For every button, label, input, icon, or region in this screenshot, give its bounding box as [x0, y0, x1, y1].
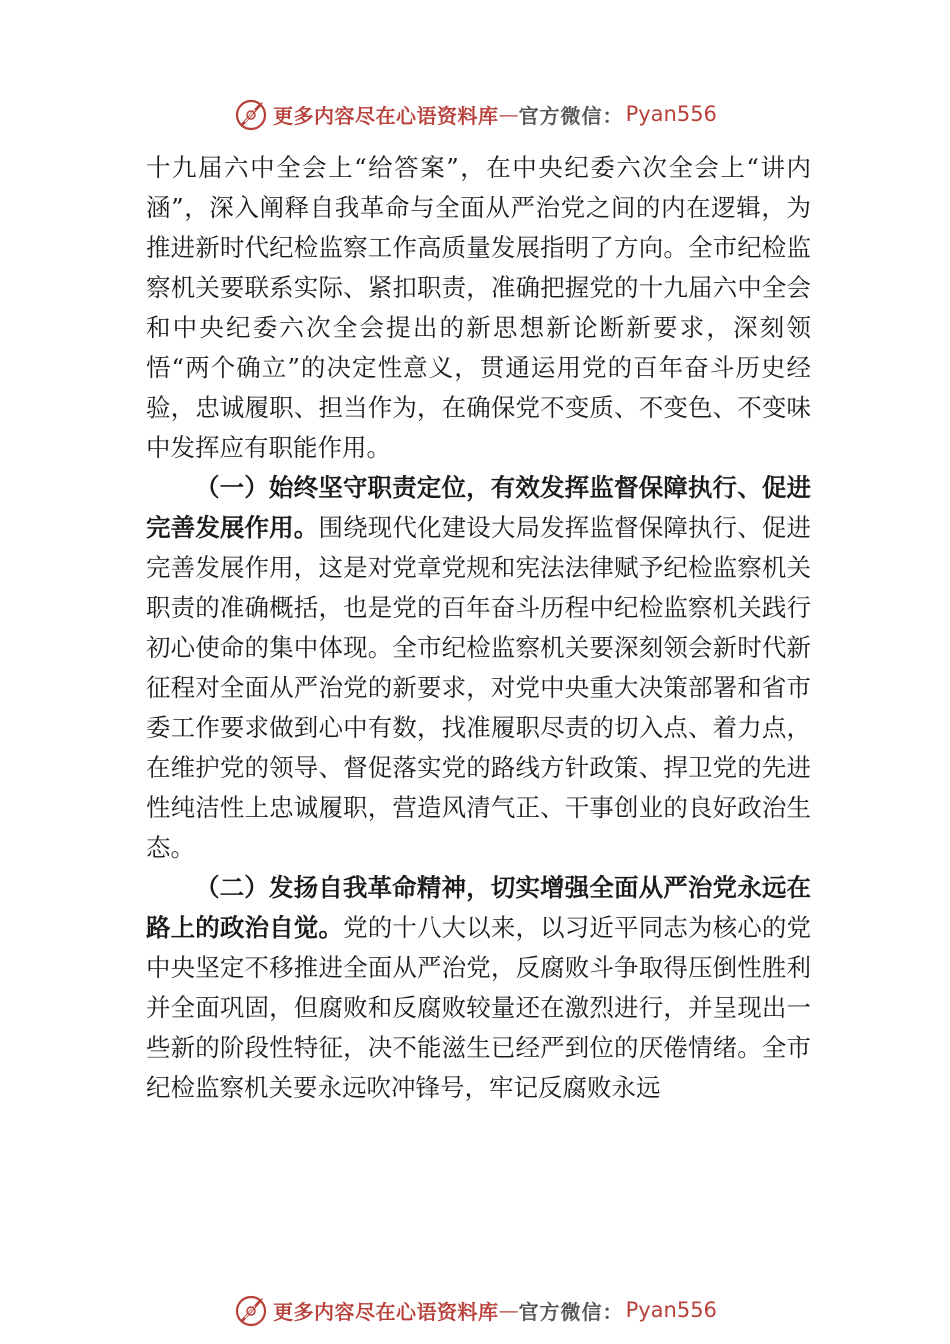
section-paragraph-2 — [146, 868, 811, 1108]
section-paragraph-1 — [146, 468, 811, 868]
header-watermark — [0, 92, 950, 136]
footer-watermark — [0, 1288, 950, 1332]
watermark-brand: 更多内容尽在心语资料库 — [273, 103, 499, 128]
quill-logo-icon — [233, 1292, 269, 1328]
section-heading-1: （一）始终坚守职责定位，有效发挥监督保障执行、促进完善发展作用。 — [146, 473, 811, 542]
section-text-2: 党的十八大以来，以习近平同志为核心的党中央坚定不移推进全面从严治党，反腐败斗争取得压倒性胜利并全面巩固，但腐败和反腐败较量还在激烈进行，并呈现出一些新的阶段性特征，决不能滋生已经严到位的厌倦情绪。全市纪检监察机关要永远吹冲锋号，牢记反腐败永远 — [146, 913, 811, 1102]
watermark-official-label: 官方微信： — [518, 103, 624, 128]
watermark-wechat-id: Pyan556 — [625, 1298, 717, 1322]
section-text-1: 围绕现代化建设大局发挥监督保障执行、促进完善发展作用，这是对党章党规和宪法法律赋予纪检监察机关职责的准确概括，也是党的百年奋斗历程中纪检监察机关践行初心使命的集中体现。全市纪检监察机关要深刻领会新时代新征程对全面从严治党的新要求，对党中央重大决策部署和省市委工作要求做到心中有数，找准履职尽责的切入点、着力点，在维护党的领导、督促落实党的路线方针政策、捍卫党的先进性纯洁性上忠诚履职，营造风清气正、干事创业的良好政治生态。 — [146, 513, 812, 862]
watermark-official-label: 官方微信： — [518, 1299, 624, 1324]
section-heading-2: （二）发扬自我革命精神，切实增强全面从严治党永远在路上的政治自觉。 — [146, 873, 811, 942]
quill-logo-icon — [233, 96, 269, 132]
watermark-separator: — — [498, 1298, 519, 1322]
watermark-separator: — — [498, 102, 519, 126]
watermark-wechat-id: Pyan556 — [625, 102, 717, 126]
document-body — [146, 148, 811, 1108]
body-paragraph: 十九届六中全会上“给答案”，在中央纪委六次全会上“讲内涵”，深入阐释自我革命与全面从严治党之间的内在逻辑，为推进新时代纪检监察工作高质量发展指明了方向。全市纪检监察机关要联系实际、紧扣职责，准确把握党的十九届六中全会和中央纪委六次全会提出的新思想新论断新要求，深刻领悟“两个确立”的决定性意义，贯通运用党的百年奋斗历史经验，忠诚履职、担当作为，在确保党不变质、不变色、不变味中发挥应有职能作用。 — [146, 153, 811, 462]
watermark-brand: 更多内容尽在心语资料库 — [273, 1299, 499, 1324]
